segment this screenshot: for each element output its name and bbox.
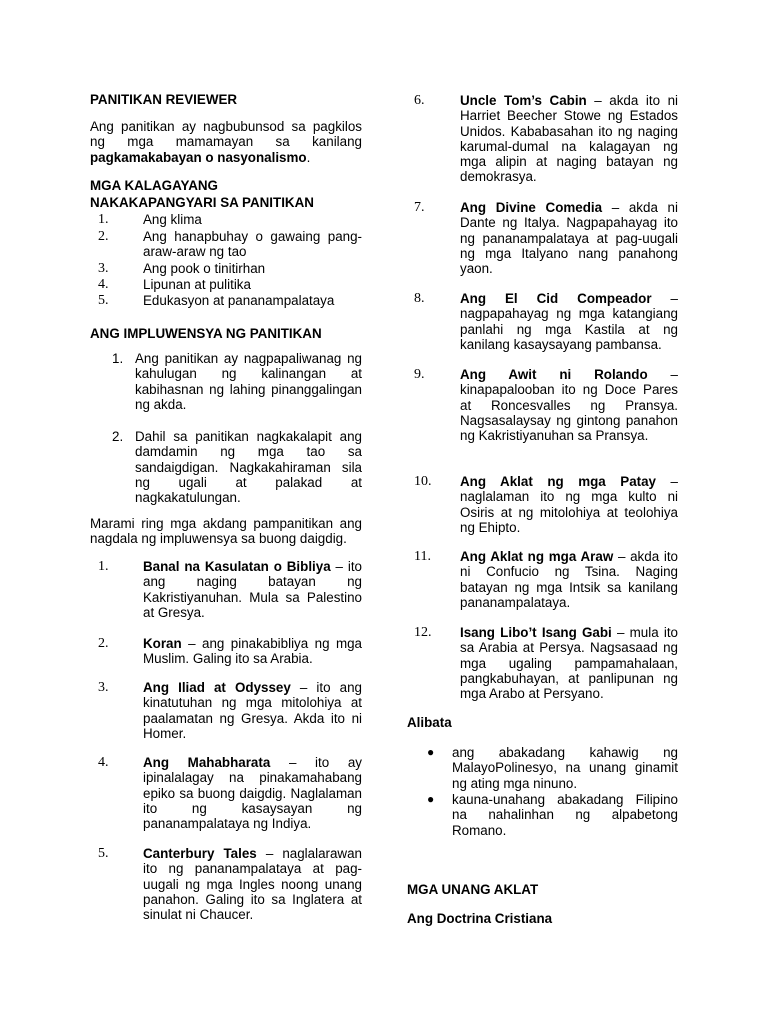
impluwensya-heading: ANG IMPLUWENSYA NG PANITIKAN [90, 326, 322, 341]
kalagayan-heading-line1: MGA KALAGAYANG [90, 178, 218, 193]
kalagayan-heading-line2: NAKAKAPANGYARI SA PANITIKAN [90, 195, 314, 210]
intro-paragraph [90, 119, 362, 165]
intro-end: . [306, 149, 311, 165]
unang-aklat-heading: MGA UNANG AKLAT [407, 882, 539, 897]
marami-paragraph: Marami ring mga akdang pampanitikan ang nagdala ng impluwensya sa buong daigdig. [90, 516, 362, 547]
bullet-icon: ● [427, 792, 435, 806]
intro-bold: pagkamakabayan o nasyonalismo [90, 149, 307, 165]
bullet-icon: ● [427, 745, 435, 759]
page-title: PANITIKAN REVIEWER [90, 92, 238, 107]
alibata-heading: Alibata [407, 715, 452, 730]
intro-text: Ang panitikan ay nagbubunsod sa pagkilos ng mga mamamayan sa kanilang [90, 119, 362, 150]
doctrina-heading: Ang Doctrina Cristiana [407, 911, 553, 926]
